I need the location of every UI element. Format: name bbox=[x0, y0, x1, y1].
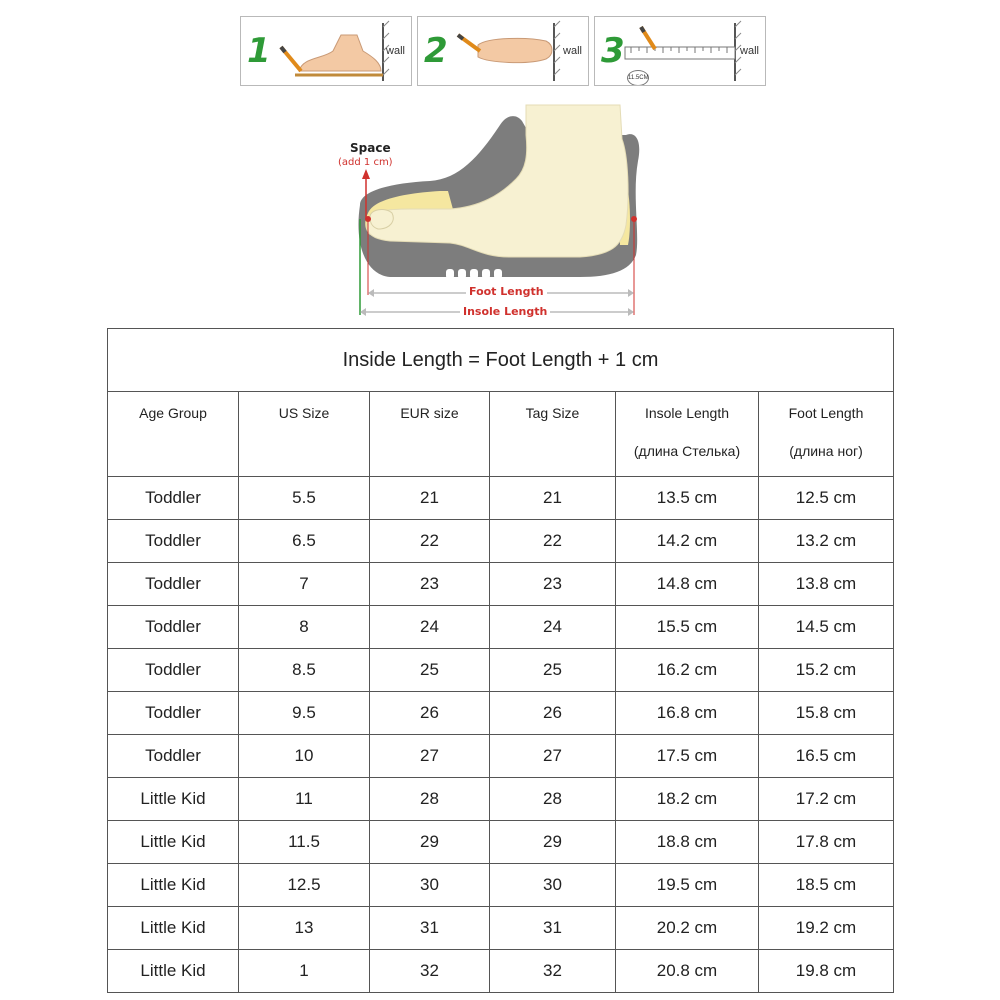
cell-foot-length: 15.2 cm bbox=[759, 649, 894, 692]
step-number: 2 bbox=[424, 31, 448, 71]
step-3-panel bbox=[594, 16, 766, 86]
size-chart-table bbox=[107, 328, 894, 993]
cell-tag-size: 30 bbox=[490, 864, 616, 907]
ruler-measurement-mark: 11.5CM bbox=[627, 70, 649, 86]
wall-label: wall bbox=[740, 45, 759, 57]
cell-us-size: 12.5 bbox=[239, 864, 370, 907]
header-label: Insole Length bbox=[644, 405, 730, 421]
table-row bbox=[108, 649, 894, 692]
header-age-group bbox=[108, 392, 239, 477]
cell-tag-size: 27 bbox=[490, 735, 616, 778]
header-us-size bbox=[239, 392, 370, 477]
cell-eur-size: 26 bbox=[370, 692, 490, 735]
cell-age-group: Toddler bbox=[108, 649, 239, 692]
header-label: Foot Length bbox=[788, 405, 864, 421]
cell-age-group: Toddler bbox=[108, 735, 239, 778]
cell-insole-length: 14.8 cm bbox=[616, 563, 759, 606]
measuring-steps bbox=[240, 16, 766, 88]
table-row bbox=[108, 821, 894, 864]
cell-age-group: Toddler bbox=[108, 520, 239, 563]
table-row bbox=[108, 735, 894, 778]
cell-foot-length: 13.8 cm bbox=[759, 563, 894, 606]
table-row bbox=[108, 520, 894, 563]
cell-eur-size: 29 bbox=[370, 821, 490, 864]
cell-foot-length: 14.5 cm bbox=[759, 606, 894, 649]
cell-us-size: 1 bbox=[239, 950, 370, 993]
table-row bbox=[108, 864, 894, 907]
cell-us-size: 9.5 bbox=[239, 692, 370, 735]
cell-eur-size: 32 bbox=[370, 950, 490, 993]
cell-eur-size: 31 bbox=[370, 907, 490, 950]
cell-age-group: Little Kid bbox=[108, 907, 239, 950]
cell-us-size: 8.5 bbox=[239, 649, 370, 692]
cell-tag-size: 31 bbox=[490, 907, 616, 950]
cell-eur-size: 24 bbox=[370, 606, 490, 649]
cell-us-size: 7 bbox=[239, 563, 370, 606]
cell-eur-size: 22 bbox=[370, 520, 490, 563]
cell-age-group: Toddler bbox=[108, 692, 239, 735]
cell-foot-length: 15.8 cm bbox=[759, 692, 894, 735]
cell-tag-size: 32 bbox=[490, 950, 616, 993]
cell-foot-length: 19.2 cm bbox=[759, 907, 894, 950]
cell-eur-size: 23 bbox=[370, 563, 490, 606]
cell-insole-length: 19.5 cm bbox=[616, 864, 759, 907]
cell-insole-length: 16.2 cm bbox=[616, 649, 759, 692]
foot-length-label: Foot Length bbox=[466, 285, 547, 298]
table-row bbox=[108, 606, 894, 649]
space-add-label: (add 1 cm) bbox=[338, 157, 393, 168]
foot-in-shoe-diagram bbox=[330, 95, 660, 325]
cell-tag-size: 21 bbox=[490, 477, 616, 520]
cell-foot-length: 19.8 cm bbox=[759, 950, 894, 993]
wall-label: wall bbox=[563, 45, 582, 57]
cell-insole-length: 13.5 cm bbox=[616, 477, 759, 520]
cell-foot-length: 13.2 cm bbox=[759, 520, 894, 563]
cell-us-size: 13 bbox=[239, 907, 370, 950]
cell-us-size: 11.5 bbox=[239, 821, 370, 864]
header-insole-length bbox=[616, 392, 759, 477]
cell-age-group: Little Kid bbox=[108, 950, 239, 993]
table-header-row bbox=[108, 392, 894, 477]
cell-age-group: Toddler bbox=[108, 563, 239, 606]
cell-eur-size: 25 bbox=[370, 649, 490, 692]
table-row bbox=[108, 477, 894, 520]
cell-eur-size: 28 bbox=[370, 778, 490, 821]
cell-foot-length: 12.5 cm bbox=[759, 477, 894, 520]
table-row bbox=[108, 692, 894, 735]
cell-insole-length: 15.5 cm bbox=[616, 606, 759, 649]
header-foot-length bbox=[759, 392, 894, 477]
step-number: 1 bbox=[247, 31, 271, 71]
table-row bbox=[108, 950, 894, 993]
cell-eur-size: 27 bbox=[370, 735, 490, 778]
cell-foot-length: 18.5 cm bbox=[759, 864, 894, 907]
cell-insole-length: 16.8 cm bbox=[616, 692, 759, 735]
insole-length-label: Insole Length bbox=[460, 305, 550, 318]
cell-us-size: 10 bbox=[239, 735, 370, 778]
table-body bbox=[108, 477, 894, 993]
cell-age-group: Little Kid bbox=[108, 778, 239, 821]
cell-tag-size: 23 bbox=[490, 563, 616, 606]
table-title: Inside Length = Foot Length + 1 cm bbox=[108, 329, 894, 392]
cell-age-group: Little Kid bbox=[108, 864, 239, 907]
cell-foot-length: 17.2 cm bbox=[759, 778, 894, 821]
table-row bbox=[108, 907, 894, 950]
table-row bbox=[108, 563, 894, 606]
wall-label: wall bbox=[386, 45, 405, 57]
cell-insole-length: 18.8 cm bbox=[616, 821, 759, 864]
step-number: 3 bbox=[601, 31, 625, 71]
cell-us-size: 6.5 bbox=[239, 520, 370, 563]
cell-age-group: Little Kid bbox=[108, 821, 239, 864]
header-tag-size bbox=[490, 392, 616, 477]
header-label: EUR size bbox=[400, 405, 459, 421]
cell-foot-length: 16.5 cm bbox=[759, 735, 894, 778]
cell-tag-size: 25 bbox=[490, 649, 616, 692]
header-label: Age Group bbox=[139, 405, 207, 421]
cell-insole-length: 17.5 cm bbox=[616, 735, 759, 778]
header-label: Tag Size bbox=[525, 405, 580, 421]
header-eur-size bbox=[370, 392, 490, 477]
cell-us-size: 11 bbox=[239, 778, 370, 821]
cell-us-size: 5.5 bbox=[239, 477, 370, 520]
header-sublabel: (длина Стелька) bbox=[633, 443, 741, 459]
space-label: Space bbox=[350, 141, 391, 155]
cell-age-group: Toddler bbox=[108, 477, 239, 520]
cell-tag-size: 28 bbox=[490, 778, 616, 821]
cell-tag-size: 24 bbox=[490, 606, 616, 649]
cell-insole-length: 14.2 cm bbox=[616, 520, 759, 563]
cell-tag-size: 29 bbox=[490, 821, 616, 864]
cell-insole-length: 20.2 cm bbox=[616, 907, 759, 950]
cell-age-group: Toddler bbox=[108, 606, 239, 649]
cell-us-size: 8 bbox=[239, 606, 370, 649]
table-row bbox=[108, 778, 894, 821]
step-2-panel bbox=[417, 16, 589, 86]
header-label: US Size bbox=[278, 405, 330, 421]
cell-tag-size: 26 bbox=[490, 692, 616, 735]
cell-eur-size: 21 bbox=[370, 477, 490, 520]
cell-tag-size: 22 bbox=[490, 520, 616, 563]
step-1-panel bbox=[240, 16, 412, 86]
cell-eur-size: 30 bbox=[370, 864, 490, 907]
cell-insole-length: 20.8 cm bbox=[616, 950, 759, 993]
header-sublabel: (длина ног) bbox=[789, 443, 863, 459]
cell-insole-length: 18.2 cm bbox=[616, 778, 759, 821]
cell-foot-length: 17.8 cm bbox=[759, 821, 894, 864]
